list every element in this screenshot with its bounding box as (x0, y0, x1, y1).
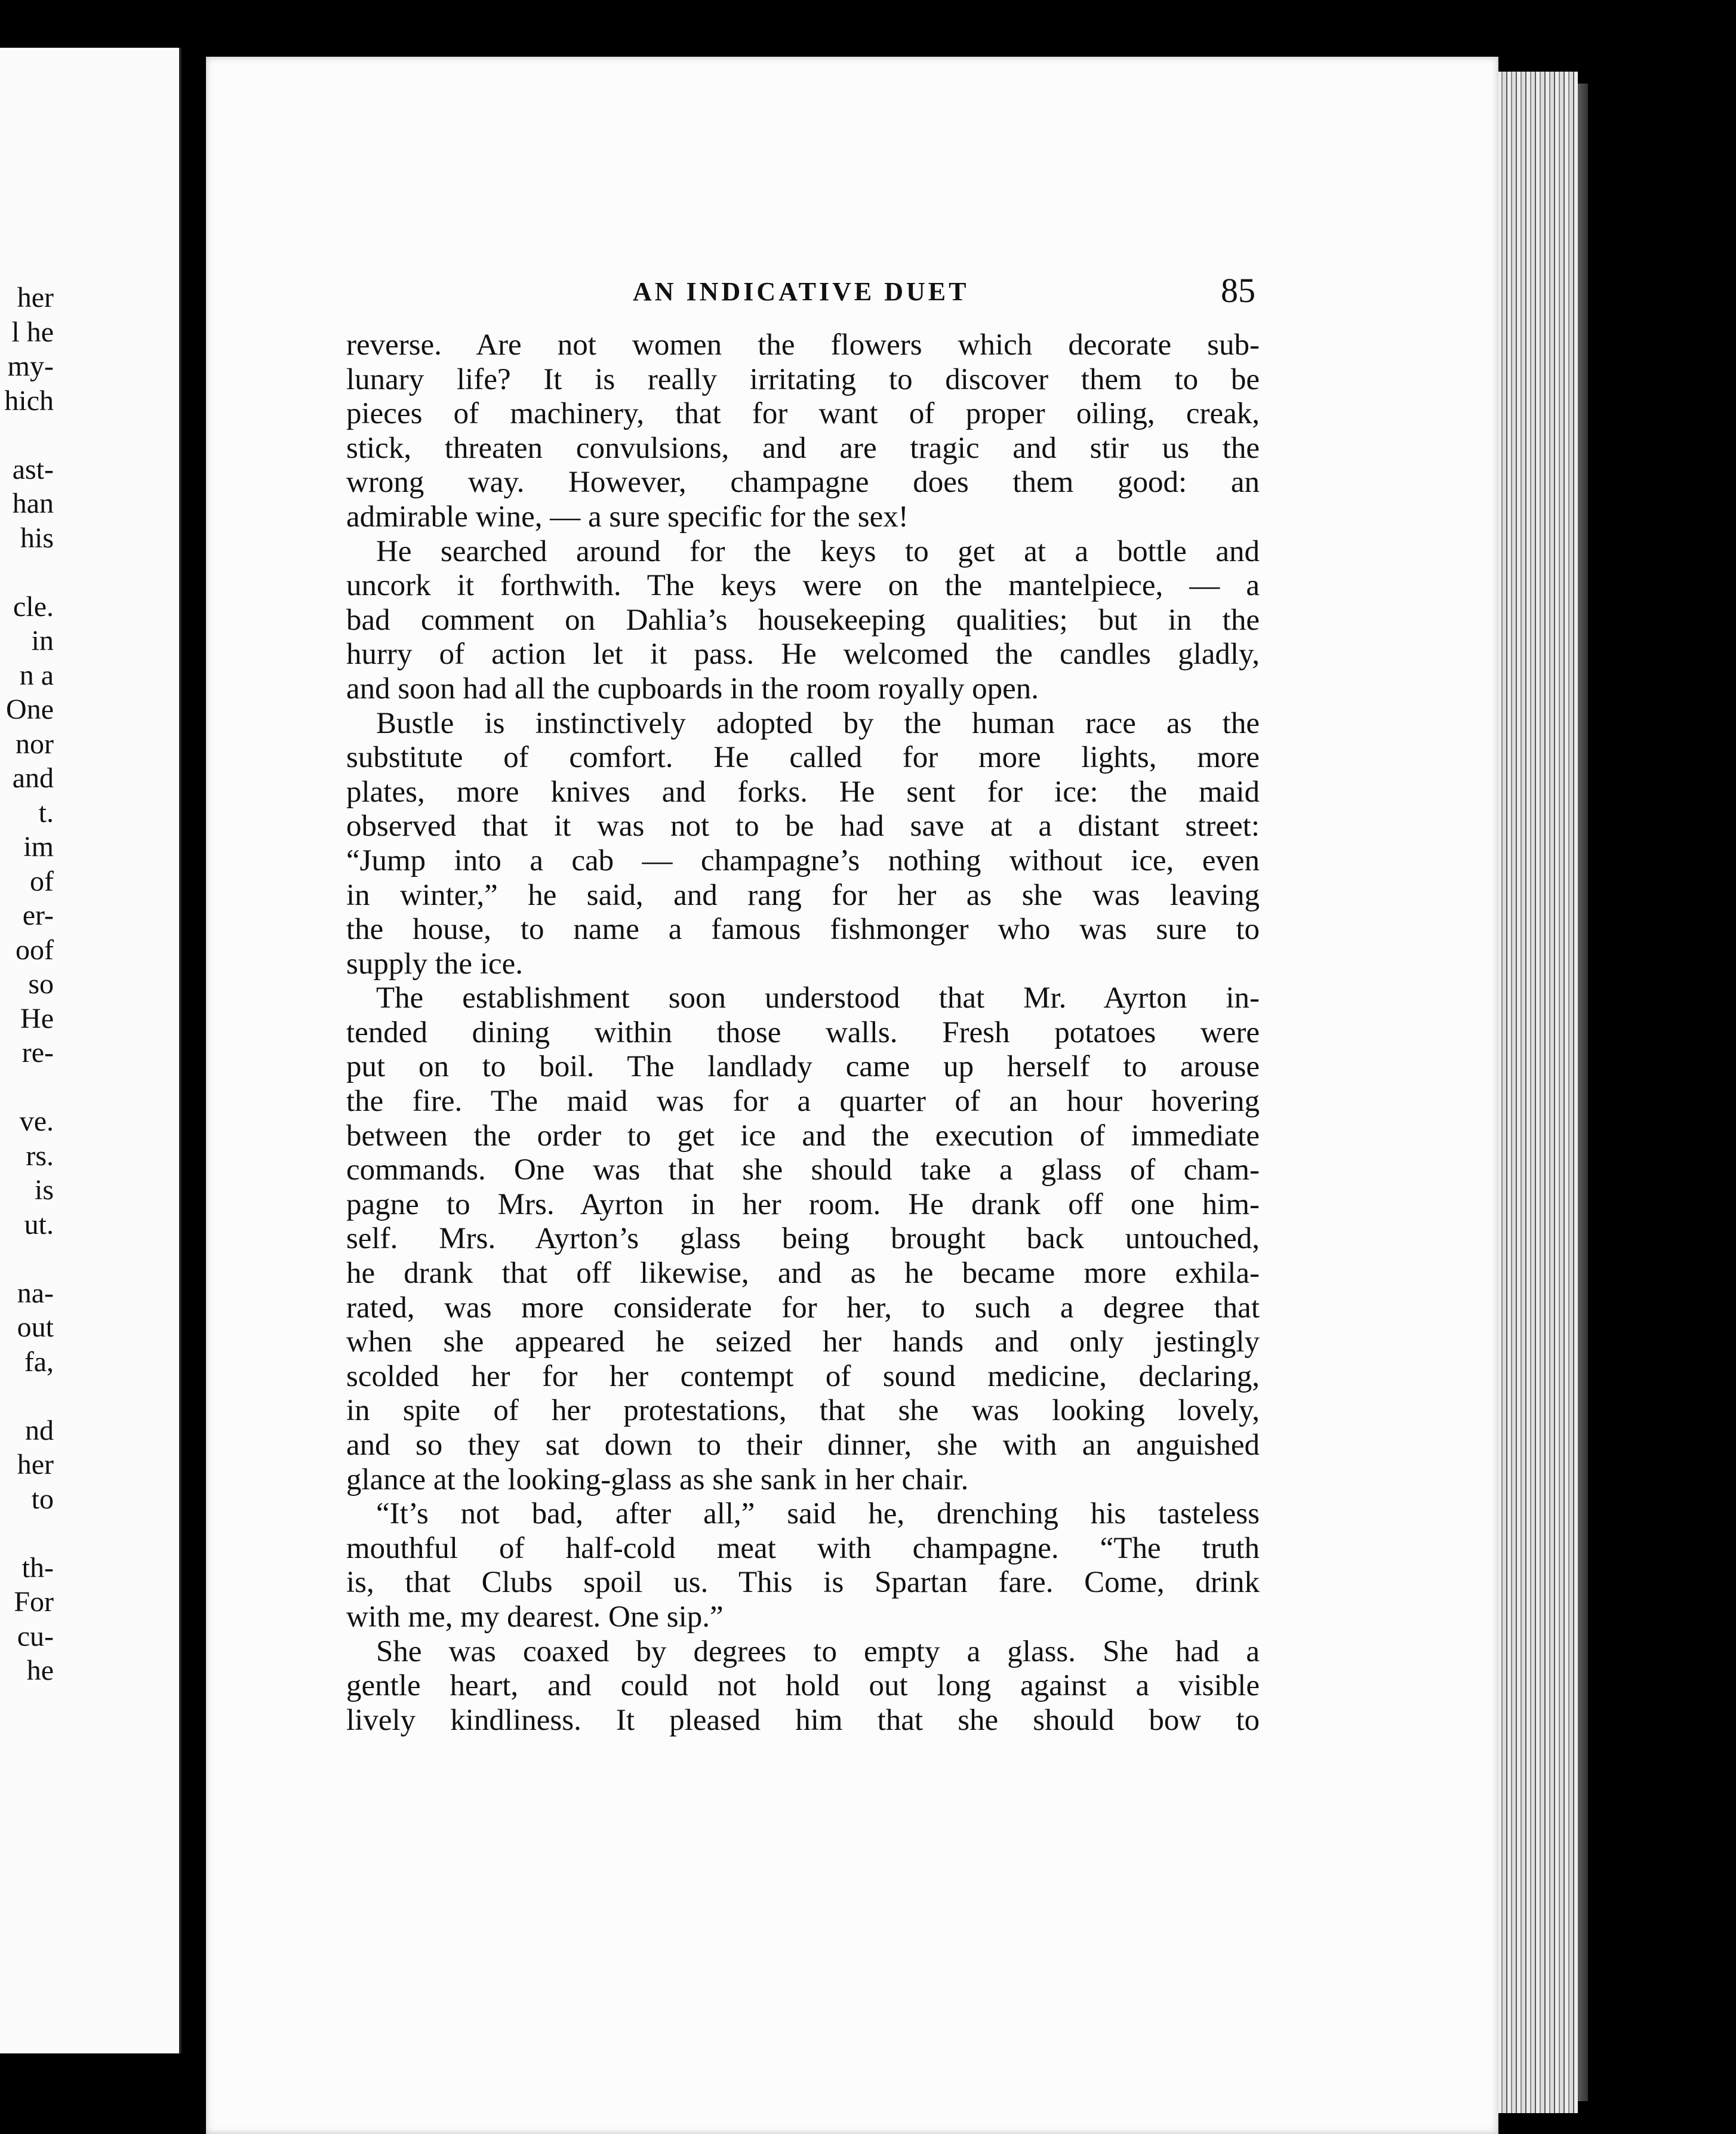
text-line: hurry of action let it pass. He welcomed the candles gladly, (346, 638, 1260, 672)
text-line: supply the ice. (346, 947, 524, 981)
text-line: scolded her for her contempt of sound medicine, declaring, (346, 1359, 1260, 1393)
previous-page-line-fragment: t. (38, 796, 54, 829)
previous-page-line-fragment (0, 1242, 54, 1276)
previous-page-line-fragment: her (17, 1449, 54, 1480)
text-line: wrong way. However, champagne does them good: an (346, 466, 1260, 500)
text-line: he drank that off likewise, and as he became more exhila- (346, 1257, 1260, 1291)
previous-page-line-fragment: he (26, 1655, 54, 1686)
previous-page-line-fragment: rs. (26, 1140, 54, 1172)
previous-page-line-fragment: cu- (17, 1620, 54, 1652)
text-line: She was coaxed by degrees to empty a glass. She had a (376, 1634, 1260, 1668)
previous-page-line-fragment: nd (25, 1414, 54, 1446)
text-line: pagne to Mrs. Ayrton in her room. He drank off one him- (346, 1187, 1260, 1221)
paragraph (346, 981, 1260, 1497)
text-line: uncork it forthwith. The keys were on the mantelpiece, — a (346, 569, 1260, 603)
previous-page-line-fragment (0, 418, 54, 452)
running-title: AN INDICATIVE DUET (633, 277, 969, 306)
previous-page-line-fragment: to (31, 1483, 54, 1515)
text-line: the house, to name a famous fishmonger who was sure to (346, 913, 1260, 947)
text-line: “It’s not bad, after all,” said he, drenching his tasteless (376, 1497, 1260, 1531)
previous-page-line-fragment: fa, (24, 1345, 54, 1378)
text-line: tended dining within those walls. Fresh potatoes were (346, 1015, 1260, 1049)
text-line: stick, threaten convulsions, and are tragic and stir us the (346, 431, 1260, 465)
previous-page-line-fragment: her (17, 282, 54, 313)
previous-page-line-fragment (0, 1070, 54, 1105)
paragraph (346, 328, 1260, 535)
previous-page-line-fragment: er- (22, 900, 54, 931)
previous-page-line-fragment: so (28, 968, 54, 1000)
text-line: is, that Clubs spoil us. This is Spartan fare. Come, drink (346, 1566, 1260, 1600)
text-line: in spite of her protestations, that she was looking lovely, (346, 1394, 1260, 1428)
previous-page-line-fragment (0, 1379, 54, 1414)
previous-page-line-fragment: my- (7, 350, 54, 382)
text-line: admirable wine, — a sure specific for the sex! (346, 500, 909, 534)
previous-page-line-fragment: of (30, 865, 54, 897)
previous-page-line-fragment: ve. (19, 1106, 54, 1137)
text-line: self. Mrs. Ayrton’s glass being brought back untouched, (346, 1222, 1260, 1256)
text-line: between the order to get ice and the execution of immediate (346, 1119, 1260, 1153)
page-number: 85 (1221, 271, 1255, 310)
text-line: substitute of comfort. He called for more lights, more (346, 741, 1260, 775)
previous-page-fragment (0, 48, 181, 2053)
text-line: glance at the looking-glass as she sank in her chair. (346, 1462, 969, 1496)
previous-page-line-fragment (0, 555, 54, 590)
text-line: in winter,” he said, and rang for her as she was leaving (346, 878, 1260, 912)
text-line: pieces of machinery, that for want of proper oiling, creak, (346, 397, 1260, 431)
text-line: and so they sat down to their dinner, she with an anguished (346, 1428, 1260, 1462)
text-line: reverse. Are not women the flowers which decorate sub- (346, 328, 1260, 362)
previous-page-line-fragment (0, 1516, 54, 1551)
previous-page-line-fragment: in (31, 625, 54, 657)
text-line: lunary life? It is really irritating to discover them to be (346, 362, 1260, 396)
previous-page-line-fragment: oof (16, 934, 54, 966)
text-line: He searched around for the keys to get at a bottle and (376, 534, 1260, 568)
text-line: lively kindliness. It pleased him that she should bow to (346, 1703, 1260, 1737)
text-line: observed that it was not to be had save at a distant street: (346, 809, 1260, 843)
paragraph (346, 1497, 1260, 1634)
text-line: when she appeared he seized her hands and only jestingly (346, 1325, 1260, 1359)
text-line: plates, more knives and forks. He sent for ice: the maid (346, 775, 1260, 809)
previous-page-line-fragment: th- (21, 1551, 54, 1584)
text-line: and soon had all the cupboards in the room royally open. (346, 672, 1039, 706)
text-line: The establishment soon understood that Mr. Ayrton in- (376, 981, 1260, 1015)
text-line: rated, was more considerate for her, to such a degree that (346, 1291, 1260, 1325)
text-line: bad comment on Dahlia’s housekeeping qualities; but in the (346, 603, 1260, 637)
book-page (206, 57, 1498, 2134)
previous-page-line-fragment: n a (19, 659, 54, 691)
previous-page-line-fragment: He (20, 1002, 54, 1034)
text-line: “Jump into a cab — champagne’s nothing without ice, even (346, 843, 1260, 877)
text-line: commands. One was that she should take a glass of cham- (346, 1153, 1260, 1187)
previous-page-text (0, 281, 54, 1688)
text-line: Bustle is instinctively adopted by the human race as the (376, 706, 1260, 740)
running-head (206, 271, 1498, 312)
previous-page-line-fragment: han (12, 488, 54, 519)
previous-page-line-fragment: out (17, 1311, 54, 1343)
text-line: gentle heart, and could not hold out long against a visible (346, 1669, 1260, 1703)
previous-page-line-fragment: na- (17, 1277, 54, 1309)
previous-page-line-fragment: nor (16, 728, 54, 760)
previous-page-line-fragment: his (20, 522, 54, 554)
text-line: the fire. The maid was for a quarter of an hour hovering (346, 1085, 1260, 1119)
previous-page-line-fragment: ut. (24, 1208, 54, 1240)
previous-page-line-fragment: im (23, 831, 54, 863)
book-fore-edge (1486, 72, 1578, 2113)
previous-page-line-fragment: cle. (13, 590, 54, 623)
text-line: mouthful of half-cold meat with champagne. “The truth (346, 1531, 1260, 1565)
paragraph (346, 1635, 1260, 1738)
previous-page-line-fragment: re- (21, 1037, 54, 1068)
previous-page-line-fragment: ast- (12, 453, 54, 485)
paragraph (346, 707, 1260, 982)
previous-page-line-fragment: l he (11, 316, 54, 348)
previous-page-line-fragment: hich (4, 384, 54, 417)
previous-page-line-fragment: One (6, 694, 54, 725)
body-text (346, 328, 1260, 1738)
paragraph (346, 535, 1260, 707)
previous-page-line-fragment: and (12, 762, 54, 794)
previous-page-line-fragment: For (14, 1586, 54, 1618)
previous-page-line-fragment: is (34, 1174, 54, 1206)
text-line: with me, my dearest. One sip.” (346, 1600, 724, 1634)
text-line: put on to boil. The landlady came up herself to arouse (346, 1050, 1260, 1084)
